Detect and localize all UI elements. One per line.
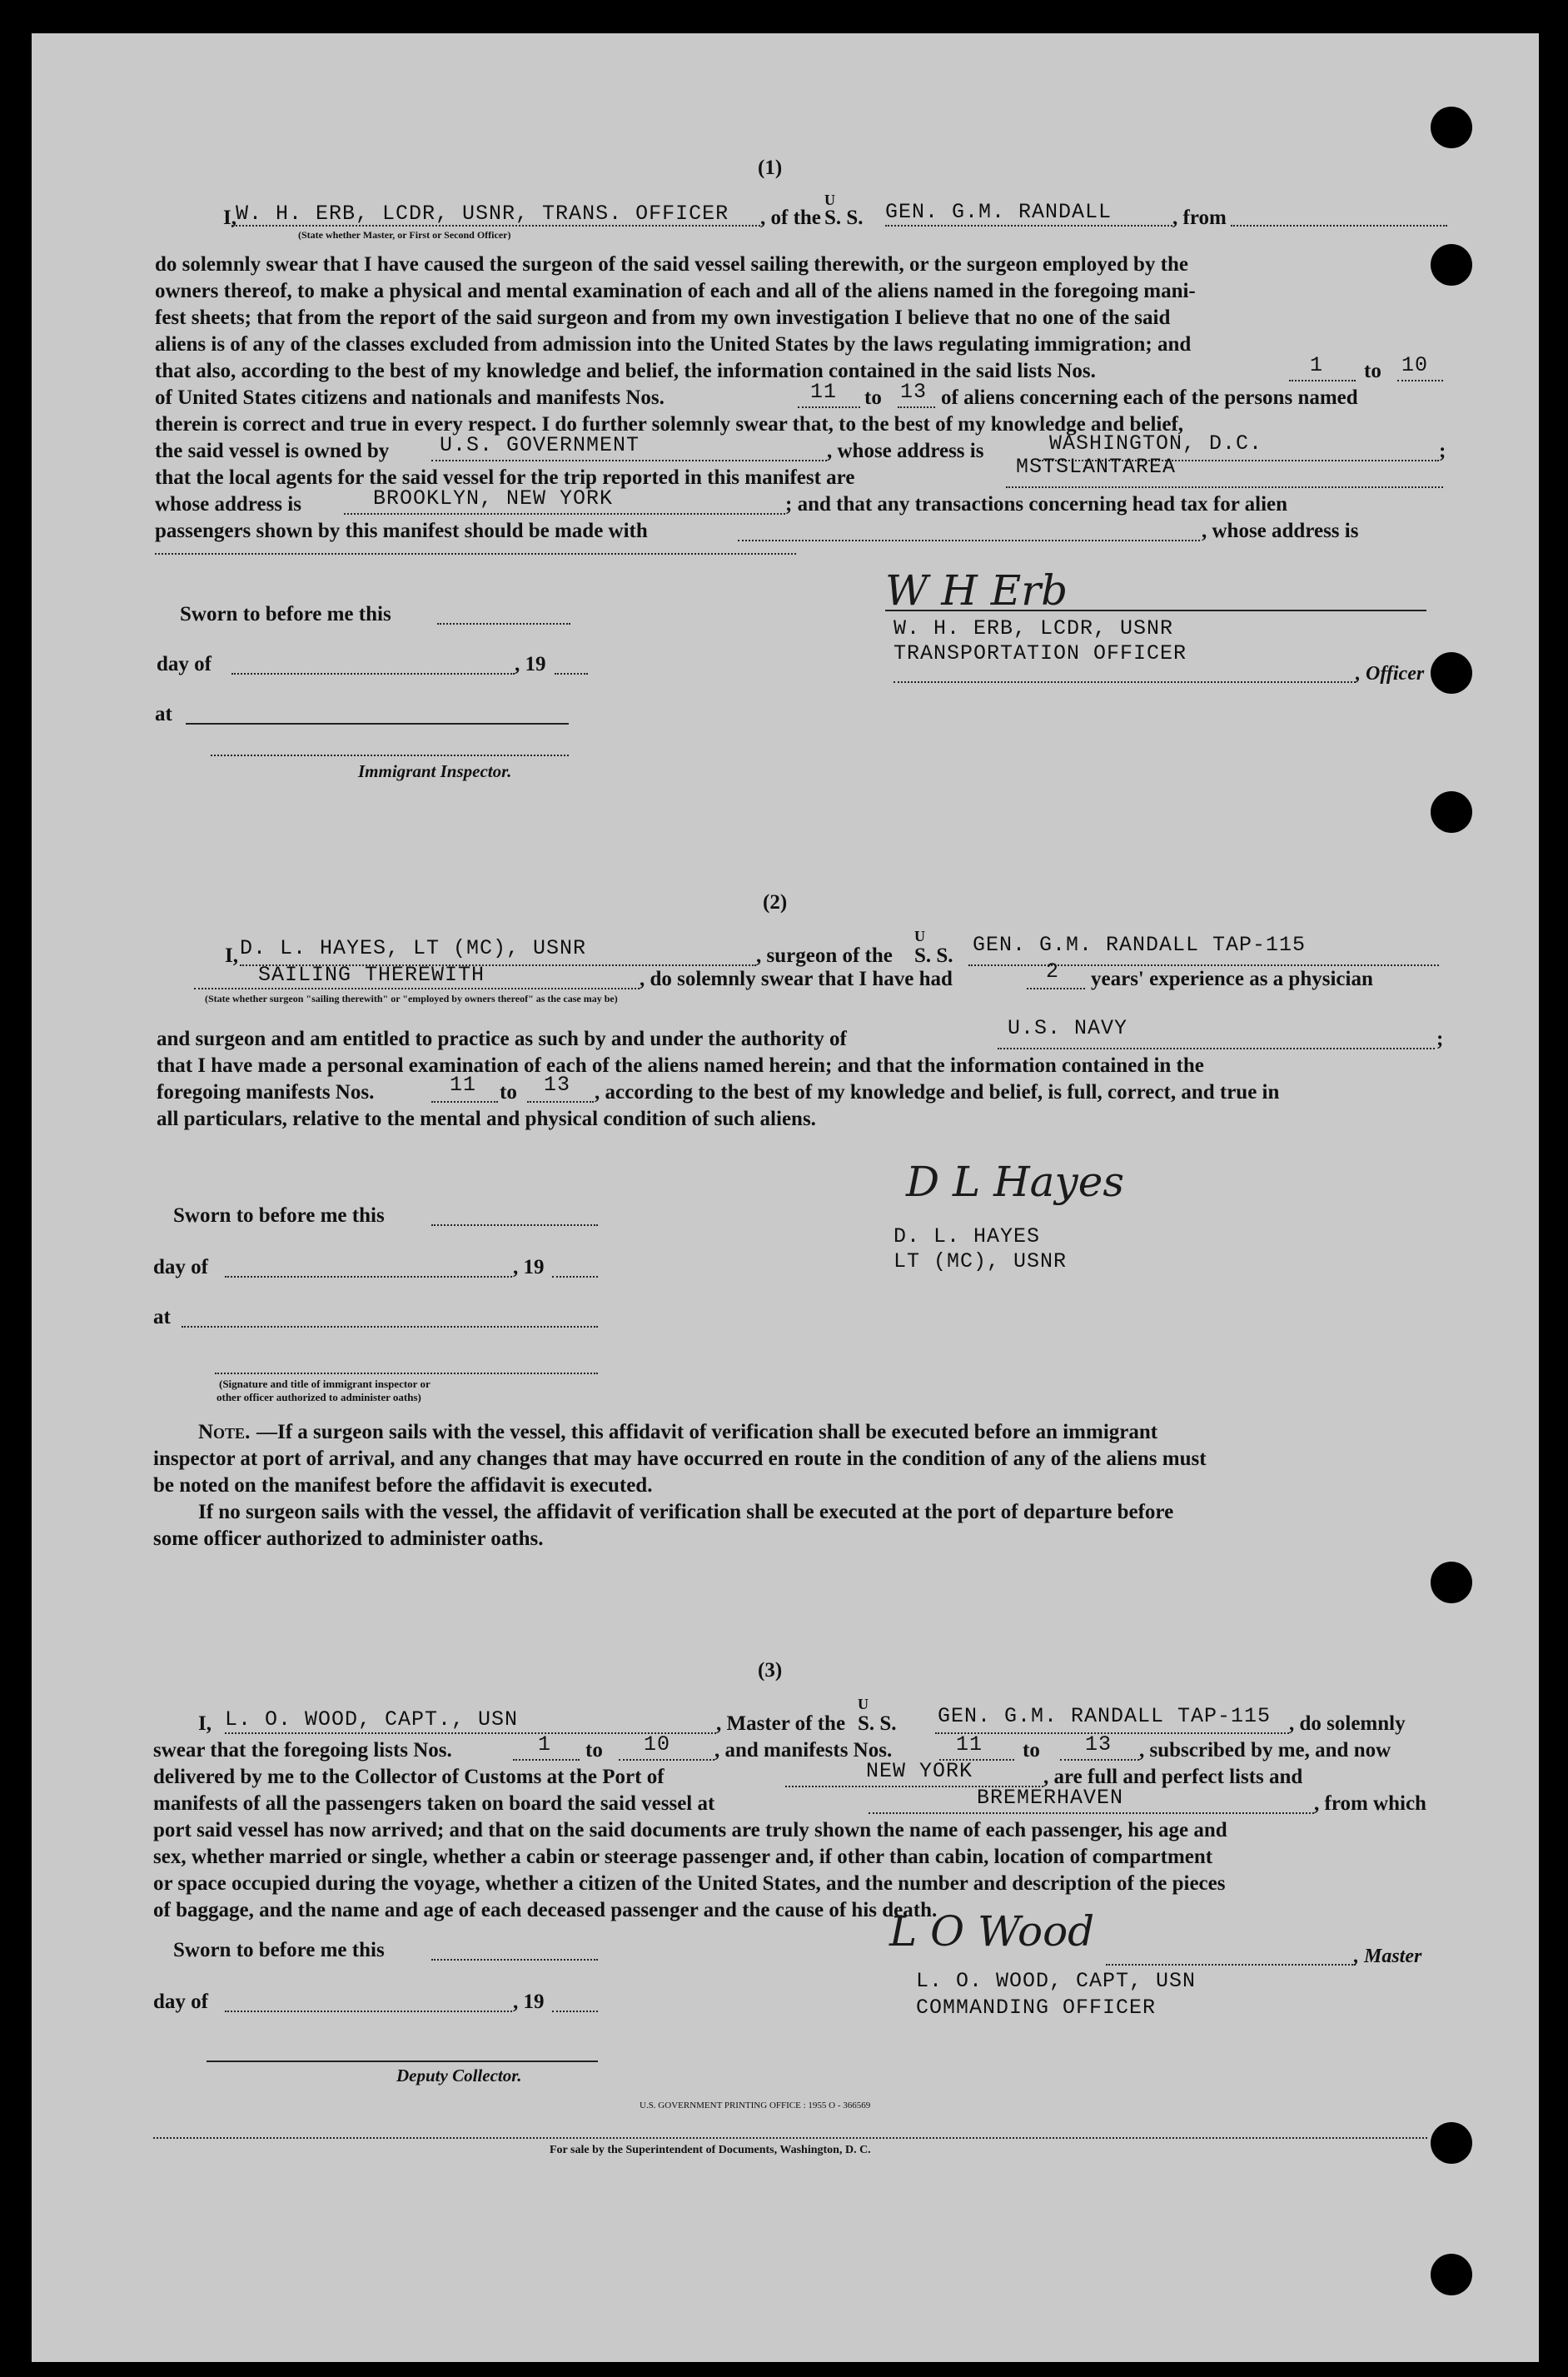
day-of-label: day of <box>157 653 212 675</box>
master-line-7: of baggage, and the name and age of each deceased passenger and the cause of his death. <box>153 1899 938 1921</box>
note-label: Note. <box>198 1421 251 1443</box>
punch-hole <box>1431 2254 1472 2295</box>
footer-rule <box>153 2137 1427 2139</box>
punch-hole <box>1431 791 1472 833</box>
sale-notice: For sale by the Superintendent of Documents, Washington, D. C. <box>550 2144 871 2156</box>
agent-address-line <box>344 513 785 515</box>
manifest-from: 11 <box>450 1073 477 1097</box>
sworn-label: Sworn to before me this <box>173 1939 385 1961</box>
manifest-from-line <box>798 406 860 408</box>
section-1-number: (1) <box>758 157 783 179</box>
oath-line-2: owners thereof, to make a physical and mental examination of each and all of the aliens named in the foregoing mani- <box>155 280 1196 302</box>
at-line <box>182 1326 598 1328</box>
oath-line-6b: of aliens concerning each of the persons named <box>941 386 1358 409</box>
semicolon: ; <box>1436 1028 1444 1050</box>
vessel-name: GEN. G.M. RANDALL TAP-115 <box>938 1704 1272 1728</box>
surgeon-line-2: that I have made a personal examination of each of the aliens named herein; and that the information contained in the <box>157 1054 1204 1077</box>
local-agent: MSTSLANTAREA <box>1016 455 1177 479</box>
surgeon-signed-title: LT (MC), USNR <box>894 1249 1068 1273</box>
day-of-label: day of <box>153 1256 208 1278</box>
manifest-to: 13 <box>544 1073 571 1097</box>
surgeon-of-label: , surgeon of the <box>756 944 893 967</box>
u-mark: U <box>858 1696 869 1712</box>
from-line <box>1231 225 1447 227</box>
collector-signature-line <box>207 2061 598 2062</box>
manifest-from: 11 <box>956 1732 983 1757</box>
note-line-5: some officer authorized to administer oaths. <box>153 1527 544 1550</box>
to-label: to <box>1364 360 1381 382</box>
master-line <box>225 1732 716 1734</box>
year-label: , 19 <box>515 653 546 675</box>
i-label: I, <box>225 944 238 967</box>
to-label: to <box>1023 1739 1040 1762</box>
master-line-6: or space occupied during the voyage, whether a citizen of the United States, and the number and description of the pieces <box>153 1872 1226 1895</box>
sailing-line <box>194 988 640 989</box>
agent-line <box>1006 486 1443 488</box>
inspector-signature-line <box>211 755 569 756</box>
sworn-label: Sworn to before me this <box>173 1204 385 1227</box>
master-role: , Master <box>1354 1946 1422 1967</box>
embarkation-port: BREMERHAVEN <box>977 1786 1124 1810</box>
lists-to: 10 <box>644 1732 671 1757</box>
day-of-line <box>231 673 515 675</box>
i-label: I, <box>198 1712 212 1735</box>
year-label: , 19 <box>513 1256 545 1278</box>
owner-address: WASHINGTON, D.C. <box>1049 431 1263 456</box>
swear-label: , do solemnly swear that I have had <box>640 968 953 990</box>
sworn-line <box>437 623 570 625</box>
officer-signature-line <box>885 610 1426 611</box>
lists-to: 10 <box>1401 353 1429 377</box>
authority: U.S. NAVY <box>1008 1016 1128 1040</box>
section-2-number: (2) <box>763 891 788 914</box>
inspector-caption: Immigrant Inspector. <box>358 761 512 781</box>
master-line-2a: delivered by me to the Collector of Customs at the Port of <box>153 1766 665 1788</box>
inspector-caption-1: (Signature and title of immigrant inspector or <box>219 1378 431 1390</box>
gpo-imprint: U.S. GOVERNMENT PRINTING OFFICE : 1955 O - 366569 <box>640 2100 871 2110</box>
surgeon-signed-name: D. L. HAYES <box>894 1224 1041 1248</box>
i-label: I, <box>223 207 236 229</box>
at-label: at <box>153 1306 171 1328</box>
years-line <box>1027 988 1085 989</box>
manifest-to: 13 <box>1085 1732 1113 1757</box>
sworn-line <box>431 1959 598 1961</box>
officer-signed-name: W. H. ERB, LCDR, USNR <box>894 616 1174 640</box>
manifest-to-line <box>527 1101 594 1103</box>
u-mark: U <box>914 928 925 944</box>
officer-signed-title: TRANSPORTATION OFFICER <box>894 641 1187 665</box>
note-line-3: be noted on the manifest before the affidavit is executed. <box>153 1474 653 1497</box>
day-of-line <box>225 2011 512 2012</box>
oath-line-6a: of United States citizens and nationals and manifests Nos. <box>155 386 665 409</box>
lists-to-line <box>1397 380 1443 381</box>
oath-line-10b: ; and that any transactions concerning head tax for alien <box>785 493 1288 516</box>
oath-line-5: that also, according to the best of my knowledge and belief, the information contained in the said lists Nos. <box>155 360 1096 382</box>
manifest-to-line <box>1060 1759 1139 1761</box>
officer-caption: (State whether Master, or First or Second Officer) <box>298 229 511 241</box>
semicolon: ; <box>1439 440 1446 462</box>
master-signed-title: COMMANDING OFFICER <box>916 1996 1157 2020</box>
officer-role: , Officer <box>1356 663 1425 685</box>
oath-line-7: therein is correct and true in every respect. I do further solemnly swear that, to the best of my knowledge and belief, <box>155 413 1184 436</box>
lists-from-line <box>1289 380 1356 381</box>
oath-line-3: fest sheets; that from the report of the said surgeon and from my own investigation I believe that no one of the said <box>155 306 1171 329</box>
manifest-to-line <box>898 406 935 408</box>
head-tax-line <box>738 540 1200 541</box>
oath-line-8a: the said vessel is owned by <box>155 440 390 462</box>
year-line <box>552 1276 598 1278</box>
master-name: L. O. WOOD, CAPT., USN <box>225 1707 519 1732</box>
inspector-caption-2: other officer authorized to administer oaths) <box>217 1391 421 1403</box>
to-label: to <box>585 1739 603 1762</box>
u-mark: U <box>824 192 835 208</box>
vessel-name: GEN. G.M. RANDALL TAP-115 <box>973 933 1307 957</box>
manifest-from-line <box>431 1101 498 1103</box>
lists-from: 1 <box>538 1732 552 1757</box>
oath-line-4: aliens is of any of the classes excluded from admission into the United States by the laws regulating immigration; and <box>155 333 1192 356</box>
note-line-2: inspector at port of arrival, and any changes that may have occurred en route in the condition of any of the aliens must <box>153 1448 1207 1470</box>
master-line-4: port said vessel has now arrived; and that on the said documents are truly shown the name of each passenger, his age and <box>153 1819 1227 1841</box>
master-line-1a: swear that the foregoing lists Nos. <box>153 1739 452 1762</box>
oath-line-10a: whose address is <box>155 493 301 516</box>
surgeon-line-4: all particulars, relative to the mental and physical condition of such aliens. <box>157 1108 816 1130</box>
years-experience: 2 <box>1046 959 1060 984</box>
port-of-arrival: NEW YORK <box>866 1759 973 1783</box>
head-tax-address-line <box>155 553 796 555</box>
master-line-1c: , subscribed by me, and now <box>1139 1739 1391 1762</box>
oath-line-8b: , whose address is <box>827 440 984 462</box>
vessel-line <box>935 1732 1289 1734</box>
surgeon-line-3b: , according to the best of my knowledge and belief, is full, correct, and true in <box>595 1081 1280 1104</box>
document-page <box>32 33 1539 2362</box>
master-line-2b: , are full and perfect lists and <box>1043 1766 1303 1788</box>
lists-from-line <box>513 1759 580 1761</box>
punch-hole <box>1431 1562 1472 1603</box>
day-of-line <box>225 1276 512 1278</box>
agent-address: BROOKLYN, NEW YORK <box>373 486 614 511</box>
master-line-5: sex, whether married or single, whether a cabin or steerage passenger and, if other than cabin, location of compartment <box>153 1846 1213 1868</box>
punch-hole <box>1431 107 1472 148</box>
ss-label: S. S. <box>824 207 864 229</box>
master-line-3a: manifests of all the passengers taken on board the said vessel at <box>153 1792 715 1815</box>
surgeon-line-3a: foregoing manifests Nos. <box>157 1081 375 1104</box>
sworn-label: Sworn to before me this <box>180 603 391 625</box>
at-label: at <box>155 703 172 725</box>
master-line-1b: , and manifests Nos. <box>714 1739 893 1762</box>
note-line-4: If no surgeon sails with the vessel, the affidavit of verification shall be executed at the port of departure before <box>198 1501 1174 1523</box>
from-label: , from <box>1172 207 1227 229</box>
at-line <box>186 723 569 725</box>
punch-hole <box>1431 2122 1472 2164</box>
ss-label: S. S. <box>858 1712 897 1735</box>
vessel-name: GEN. G.M. RANDALL <box>885 200 1113 224</box>
oath-line-11b: , whose address is <box>1202 520 1359 542</box>
embark-line <box>869 1812 1314 1814</box>
vessel-line <box>885 225 1172 227</box>
to-label: to <box>500 1081 517 1104</box>
master-signature: L O Wood <box>889 1907 1095 1956</box>
do-solemnly-label: , do solemnly <box>1289 1712 1406 1735</box>
year-line <box>552 2011 598 2012</box>
master-signed-name: L. O. WOOD, CAPT, USN <box>916 1969 1197 1993</box>
surgeon-signature: D L Hayes <box>906 1158 1124 1206</box>
sworn-line <box>431 1224 598 1226</box>
oath-line-9a: that the local agents for the said vessel for the trip reported in this manifest are <box>155 466 855 489</box>
master-role-line <box>1106 1964 1356 1966</box>
vessel-owner: U.S. GOVERNMENT <box>440 433 640 457</box>
manifest-from: 11 <box>810 380 838 404</box>
punch-hole <box>1431 244 1472 286</box>
lists-from: 1 <box>1310 353 1324 377</box>
day-of-label: day of <box>153 1991 208 2013</box>
master-line-3b: , from which <box>1314 1792 1426 1815</box>
manifest-to: 13 <box>900 380 928 404</box>
inspector-signature-line <box>215 1373 598 1374</box>
of-the-label: , of the <box>760 207 821 229</box>
surgeon-name: D. L. HAYES, LT (MC), USNR <box>240 936 587 960</box>
lists-to-line <box>619 1759 714 1761</box>
officer-name: W. H. ERB, LCDR, USNR, TRANS. OFFICER <box>236 202 729 226</box>
ss-label: S. S. <box>914 944 953 967</box>
authority-text: and surgeon and am entitled to practice as such by and under the authority of <box>157 1028 847 1050</box>
sailing-caption: (State whether surgeon "sailing therewith" or "employed by owners thereof" as the case may be) <box>205 993 618 1004</box>
year-label: , 19 <box>513 1991 545 2013</box>
punch-hole <box>1431 652 1472 694</box>
master-of-label: , Master of the <box>716 1712 846 1735</box>
authority-line <box>998 1048 1435 1049</box>
oath-line-1: do solemnly swear that I have caused the surgeon of the said vessel sailing therewith, or the surgeon employed by the <box>155 253 1188 276</box>
collector-caption: Deputy Collector. <box>396 2066 522 2085</box>
surgeon-sailing: SAILING THEREWITH <box>258 963 485 987</box>
owner-line <box>431 460 827 461</box>
officer-role-line <box>894 681 1356 683</box>
section-3-number: (3) <box>758 1659 783 1682</box>
note-line-1: —If a surgeon sails with the vessel, this affidavit of verification shall be executed before an immigrant <box>256 1421 1158 1443</box>
years-text: years' experience as a physician <box>1091 968 1373 990</box>
oath-line-11a: passengers shown by this manifest should be made with <box>155 520 648 542</box>
year-line <box>555 673 588 675</box>
to-label: to <box>864 386 882 409</box>
officer-signature: W H Erb <box>885 566 1068 615</box>
officer-line <box>231 225 760 227</box>
